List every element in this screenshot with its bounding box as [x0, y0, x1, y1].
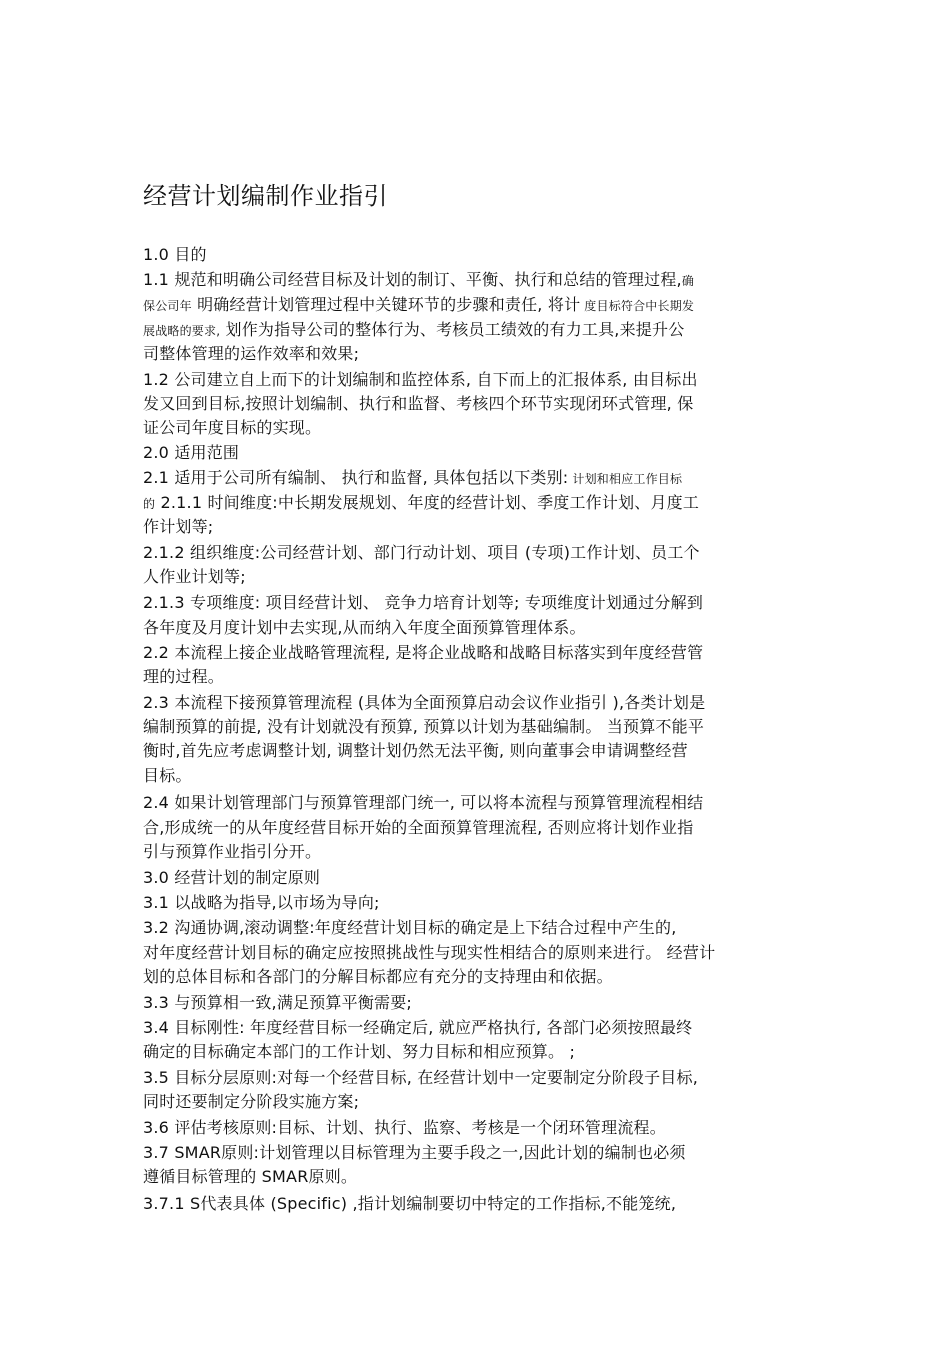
- line-text: 3.7 SMAR原则:计划管理以目标管理为主要手段之一,因此计划的编制也必须: [143, 1143, 686, 1162]
- line-text: 各年度及月度计划中去实现,从而纳入年度全面预算管理体系。: [143, 618, 586, 637]
- text-line: [143, 320, 684, 341]
- text-line: [143, 1092, 359, 1112]
- line-text: 1.0 目的: [143, 245, 207, 264]
- line-text: 司整体管理的运作效率和效果;: [143, 344, 360, 363]
- text-line: [143, 370, 698, 390]
- line-text: 3.3 与预算相一致,满足预算平衡需要;: [143, 993, 413, 1012]
- line-text: 3.4 目标刚性: 年度经营目标一经确定后, 就应严格执行, 各部门必须按照最终: [143, 1018, 693, 1037]
- line-text: 2.1.2 组织维度:公司经营计划、部门行动计划、项目 (专项)工作计划、员工个: [143, 543, 700, 562]
- line-text: 引与预算作业指引分开。: [143, 842, 322, 861]
- text-line: [143, 893, 380, 913]
- line-text: 遵循目标管理的 SMAR原则。: [143, 1167, 358, 1186]
- line-text: 目标。: [143, 766, 192, 785]
- text-line: [143, 1167, 357, 1187]
- text-line: [143, 766, 192, 786]
- line-text: 编制预算的前提, 没有计划就没有预算, 预算以计划为基础编制。 当预算不能平: [143, 717, 705, 736]
- text-line: [143, 468, 682, 489]
- small-inline-text: 保公司年: [143, 299, 192, 313]
- text-line: [143, 567, 246, 587]
- text-line: [143, 1143, 686, 1163]
- text-line: [143, 1118, 666, 1138]
- text-line: [143, 693, 705, 713]
- text-line: [143, 741, 688, 761]
- line-text: 2.0 适用范围: [143, 443, 240, 462]
- line-text: 衡时,首先应考虑调整计划, 调整计划仍然无法平衡, 则向董事会申请调整经营: [143, 741, 688, 760]
- line-text: 2.4 如果计划管理部门与预算管理部门统一, 可以将本流程与预算管理流程相结: [143, 793, 704, 812]
- text-line: [143, 993, 412, 1013]
- text-line: [143, 818, 693, 838]
- line-text: 发又回到目标,按照计划编制、执行和监督、考核四个环节实现闭环式管理, 保: [143, 394, 694, 413]
- text-line: [143, 418, 321, 438]
- text-line: [143, 493, 699, 514]
- text-line: [143, 643, 703, 663]
- line-text: 对年度经营计划目标的确定应按照挑战性与现实性相结合的原则来进行。 经营计: [143, 943, 716, 962]
- line-text: 同时还要制定分阶段实施方案;: [143, 1092, 360, 1111]
- line-text: 确定的目标确定本部门的工作计划、努力目标和相应预算。 ;: [143, 1042, 576, 1061]
- text-line: [143, 1018, 692, 1038]
- small-inline-text: 展战略的要求,: [143, 324, 221, 338]
- text-line: [143, 667, 224, 687]
- line-text: 1.2 公司建立自上而下的计划编制和监控体系, 自下而上的汇报体系, 由目标出: [143, 370, 698, 389]
- line-text: 3.1 以战略为指导,以市场为导向;: [143, 893, 380, 912]
- line-text: 人作业计划等;: [143, 567, 246, 586]
- text-line: [143, 793, 703, 813]
- line-text: 理的过程。: [143, 667, 225, 686]
- line-text: 3.6 评估考核原则:目标、计划、执行、监察、考核是一个闭环管理流程。: [143, 1118, 666, 1137]
- line-text: 2.1 适用于公司所有编制、 执行和监督, 具体包括以下类别:: [143, 468, 569, 487]
- text-line: [143, 943, 715, 963]
- line-text: 2.1.3 专项维度: 项目经营计划、 竞争力培育计划等; 专项维度计划通过分解到: [143, 593, 704, 612]
- small-inline-text: 度目标符合中长期发: [580, 299, 695, 313]
- text-line: [143, 842, 321, 862]
- text-line: [143, 517, 213, 537]
- line-text: 明确经营计划管理过程中关键环节的步骤和责任, 将计: [191, 295, 581, 314]
- line-text: 作计划等;: [143, 517, 214, 536]
- small-inline-text: 的: [143, 497, 156, 511]
- text-line: [143, 443, 239, 463]
- text-line: [143, 593, 703, 613]
- small-inline-text: 计划和相应工作目标: [568, 472, 683, 486]
- text-line: [143, 245, 207, 265]
- text-line: [143, 868, 320, 888]
- line-text: 3.2 沟通协调,滚动调整:年度经营计划目标的确定是上下结合过程中产生的,: [143, 918, 677, 937]
- line-text: 1.1 规范和明确公司经营目标及计划的制订、平衡、执行和总结的管理过程,: [143, 270, 682, 289]
- text-line: [143, 1042, 575, 1062]
- line-text: 3.5 目标分层原则:对每一个经营目标, 在经营计划中一定要制定分阶段子目标,: [143, 1068, 698, 1087]
- text-line: [143, 344, 359, 364]
- line-text: 划的总体目标和各部门的分解目标都应有充分的支持理由和依据。: [143, 967, 613, 986]
- text-line: [143, 967, 613, 987]
- line-text: 2.1.1 时间维度:中长期发展规划、年度的经营计划、季度工作计划、月度工: [155, 493, 700, 512]
- line-text: 2.3 本流程下接预算管理流程 (具体为全面预算启动会议作业指引 ),各类计划是: [143, 693, 706, 712]
- text-line: [143, 295, 694, 316]
- text-line: [143, 618, 586, 638]
- text-line: [143, 270, 694, 291]
- text-line: [143, 1068, 698, 1088]
- line-text: 合,形成统一的从年度经营目标开始的全面预算管理流程, 否则应将计划作业指: [143, 818, 694, 837]
- line-text: 3.0 经营计划的制定原则: [143, 868, 321, 887]
- text-line: [143, 394, 693, 414]
- line-text: 划作为指导公司的整体行为、考核员工绩效的有力工具,来提升公: [220, 320, 685, 339]
- line-text: 证公司年度目标的实现。: [143, 418, 322, 437]
- text-line: [143, 717, 704, 737]
- line-text: 3.7.1 S代表具体 (Specific) ,指计划编制要切中特定的工作指标,不能笼统,: [143, 1194, 677, 1213]
- text-line: [143, 918, 677, 938]
- small-inline-text: 确: [681, 274, 695, 288]
- text-line: [143, 1194, 676, 1214]
- line-text: 2.2 本流程上接企业战略管理流程, 是将企业战略和战略目标落实到年度经营管: [143, 643, 704, 662]
- document-title: 经营计划编制作业指引: [143, 182, 388, 210]
- text-line: [143, 543, 700, 563]
